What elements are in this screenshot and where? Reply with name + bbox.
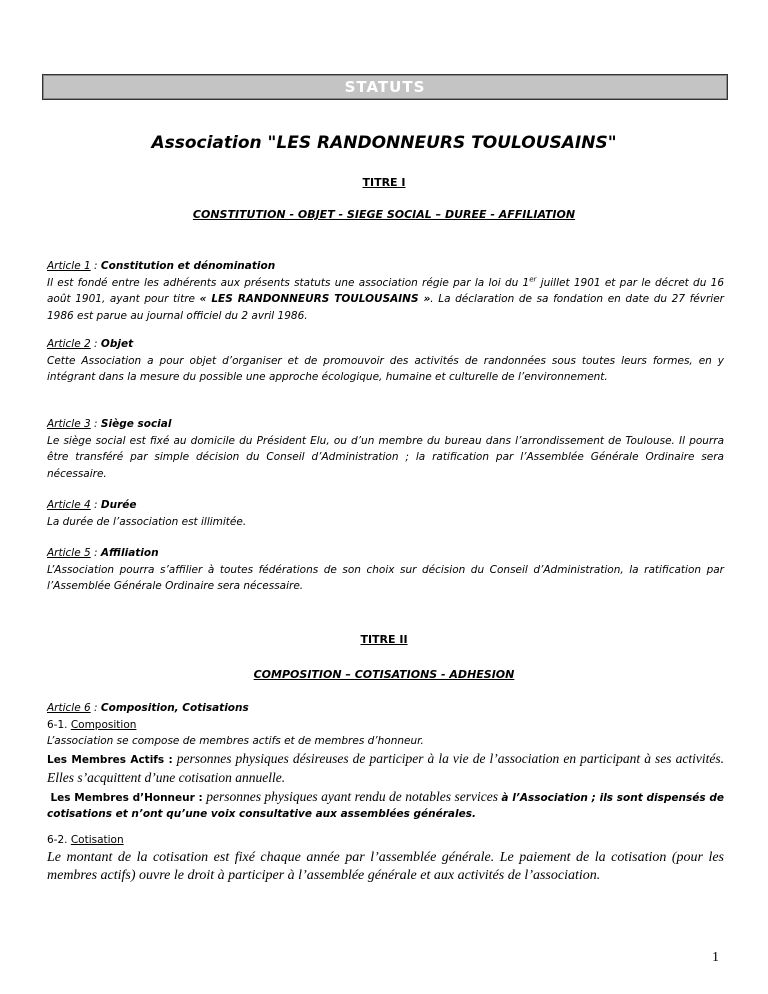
titre-2-subtitle: COMPOSITION – COTISATIONS - ADHESION bbox=[253, 668, 515, 681]
association-title: Association "LES RANDONNEURS TOULOUSAINS" bbox=[151, 133, 617, 153]
article-4-label: Article 4 bbox=[47, 499, 91, 511]
titre-1-heading: TITRE I bbox=[362, 176, 406, 189]
section-6-2 bbox=[47, 832, 724, 885]
section-6-1-title: Composition bbox=[70, 718, 137, 731]
article-3-sep: : bbox=[90, 418, 101, 430]
article-2-name: Objet bbox=[100, 338, 134, 350]
section-6-2-title: Cotisation bbox=[70, 834, 124, 846]
article-3-name: Siège social bbox=[100, 418, 172, 430]
article-5-text: L’Association pourra s’affilier à toutes fédérations de son choix sur décision du Conseil d’Administration, la ratification par l’Assemblée Générale Ordinaire sera nécessaire. bbox=[47, 563, 724, 592]
membres-honneur-text-serif: personnes physiques ayant rendu de notables services bbox=[202, 788, 502, 804]
section-6-2-text: Le montant de la cotisation est fixé chaque année par l’assemblée générale. Le paiement de la cotisation (pour les membres actifs) ouvre le droit à participer à l’assemblée générale et aux activités de l’association. bbox=[47, 849, 724, 883]
section-6-2-number: 6-2. bbox=[47, 834, 71, 846]
article-5-sep: : bbox=[90, 547, 101, 559]
article-1 bbox=[47, 258, 724, 324]
article-6-sep: : bbox=[90, 702, 101, 714]
membres-honneur-label: Les Membres d’Honneur : bbox=[50, 791, 203, 804]
section-6-1-heading bbox=[47, 717, 724, 734]
composition-line: L’association se compose de membres actifs et de membres d’honneur. bbox=[47, 735, 424, 747]
article-1-text-b: juillet 1901 et par le décret du 16 août 1901, ayant pour titre bbox=[47, 276, 724, 305]
section-6-2-heading bbox=[47, 832, 724, 849]
article-1-text-bold: « LES RANDONNEURS TOULOUSAINS » bbox=[199, 293, 431, 305]
membres-actifs-text: personnes physiques désireuses de participer à la vie de l’association en participant à ses activités. Elles s’acquittent d’une cotisation annuelle. bbox=[47, 750, 724, 785]
article-3-text: Le siège social est fixé au domicile du Président Elu, ou d’un membre du bureau dans l’arrondissement de Toulouse. Il pourra être transféré par simple décision du Conseil d’Administration ; la ratification par l’Assemblée Générale Ordinaire sera nécessaire. bbox=[47, 434, 724, 480]
membres-honneur bbox=[47, 789, 724, 823]
section-6-1-number: 6-1. bbox=[47, 718, 71, 731]
article-1-sup: er bbox=[529, 275, 537, 283]
article-2-heading bbox=[47, 336, 724, 353]
article-4-text: La durée de l’association est illimitée. bbox=[47, 515, 247, 528]
article-1-label: Article 1 bbox=[47, 260, 91, 272]
article-3-heading bbox=[47, 416, 724, 433]
membres-honneur-text: à l’Association ; ils sont dispensés de cotisations et n’ont qu’une voix consultative aux assemblées générales. bbox=[47, 791, 724, 820]
page-number: 1 bbox=[712, 950, 719, 965]
article-4-name: Durée bbox=[100, 499, 137, 511]
article-2 bbox=[47, 336, 724, 386]
article-1-text-c: . La déclaration de sa fondation en date du 27 février 1986 est parue au journal officiel du 2 avril 1986. bbox=[47, 293, 724, 322]
article-1-text-a: Il est fondé entre les adhérents aux présents statuts une association régie par la loi du 1 bbox=[47, 276, 530, 289]
article-3 bbox=[47, 416, 724, 482]
article-1-heading bbox=[47, 258, 724, 275]
article-5-name: Affiliation bbox=[100, 547, 159, 559]
article-5 bbox=[47, 545, 724, 595]
titre-2-heading: TITRE II bbox=[360, 633, 408, 646]
banner-title: STATUTS bbox=[344, 78, 426, 96]
article-6-name: Composition, Cotisations bbox=[100, 702, 249, 714]
article-2-text: Cette Association a pour objet d’organiser et de promouvoir des activités de randonnées sous toutes leurs formes, en y intégrant dans la mesure du possible une approche écologique, humaine et culturelle de l’environnement. bbox=[47, 354, 724, 383]
article-4-sep: : bbox=[90, 499, 101, 511]
article-1-text bbox=[47, 275, 724, 325]
article-1-sep: : bbox=[90, 260, 101, 272]
article-4-heading bbox=[47, 497, 724, 514]
article-6-heading bbox=[47, 700, 724, 717]
article-6 bbox=[47, 700, 724, 823]
membres-actifs bbox=[47, 750, 724, 788]
article-6-label: Article 6 bbox=[47, 702, 91, 714]
article-2-label: Article 2 bbox=[47, 338, 91, 350]
article-3-label: Article 3 bbox=[47, 418, 91, 430]
article-1-name: Constitution et dénomination bbox=[100, 260, 276, 272]
article-5-heading bbox=[47, 545, 724, 562]
statuts-banner bbox=[42, 74, 728, 100]
membres-actifs-label: Les Membres Actifs : bbox=[47, 753, 173, 766]
article-5-label: Article 5 bbox=[47, 547, 91, 559]
article-2-sep: : bbox=[90, 338, 101, 350]
article-4 bbox=[47, 497, 724, 530]
titre-1-subtitle: CONSTITUTION - OBJET - SIEGE SOCIAL – DUREE - AFFILIATION bbox=[192, 208, 576, 221]
